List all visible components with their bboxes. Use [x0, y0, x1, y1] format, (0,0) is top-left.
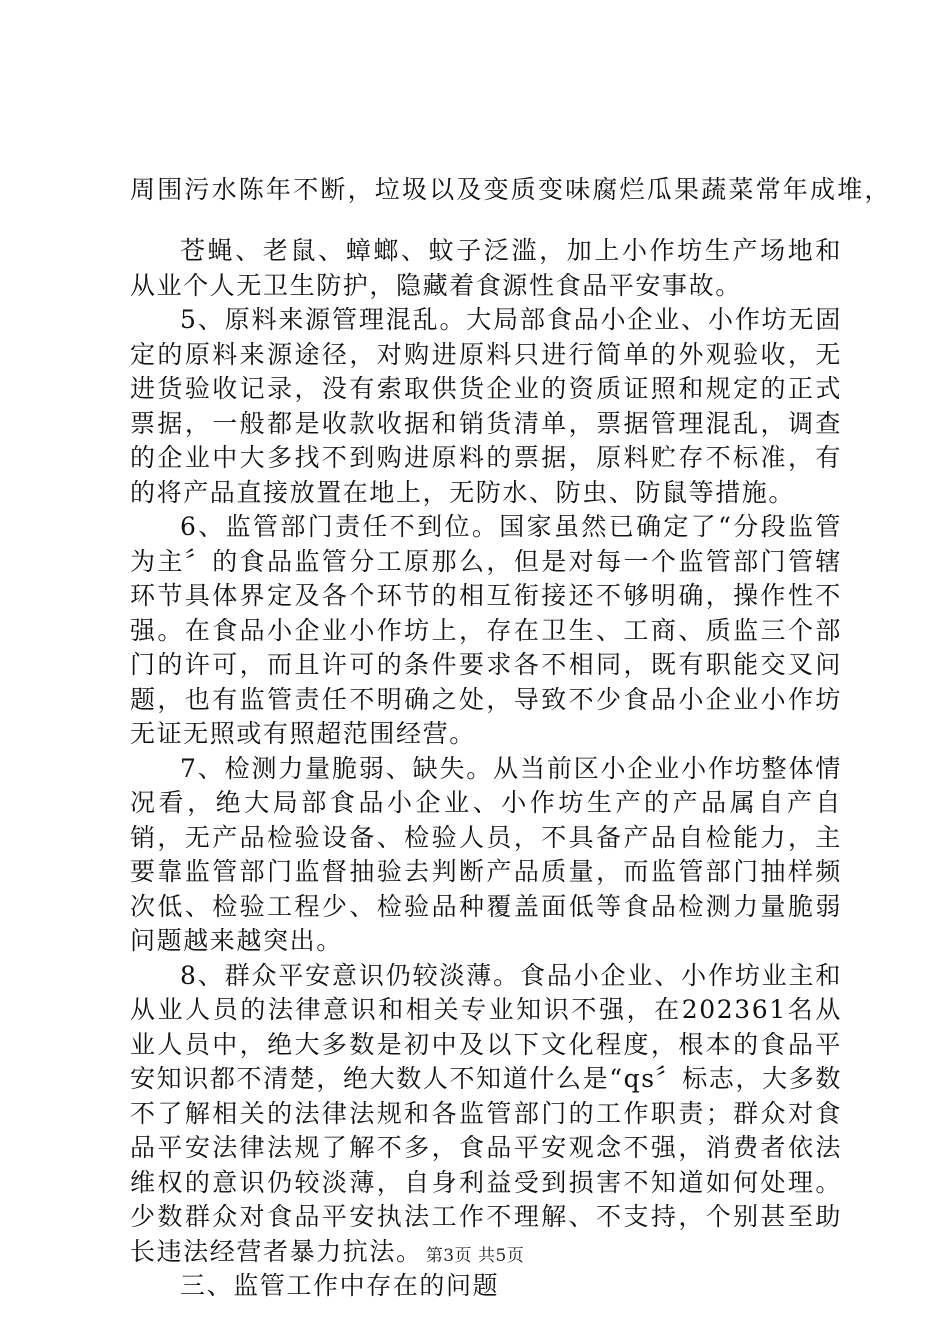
continuation-line: 周围污水陈年不断，垃圾以及变质变味腐烂瓜果蔬菜常年成堆，	[130, 175, 892, 204]
document-body	[130, 234, 842, 1304]
paragraph-6-supervision: 6、监管部门责任不到位。国家虽然已确定了“分段监管为主〞的食品监管分工原那么，但是对每一个监管部门管辖环节具体界定及各个环节的相互衔接还不够明确，操作性不强。在食品小企业小作坊上，存在卫生、工商、质监三个部门的许可，而且许可的条件要求各不相同，既有职能交叉问题，也有监管责任不明确之处，导致不少食品小企业小作坊无证无照或有照超范围经营。	[130, 512, 842, 748]
paragraph-pests: 苍蝇、老鼠、蟑螂、蚊子泛滥，加上小作坊生产场地和从业个人无卫生防护，隐藏着食源性食品平安事故。	[130, 236, 842, 300]
paragraph-8-awareness: 8、群众平安意识仍较淡薄。食品小企业、小作坊业主和从业人员的法律意识和相关专业知识不强，在202361名从业人员中，绝大多数是初中及以下文化程度，根本的食品平安知识都不清楚，绝大数人不知道什么是“qs〞标志，大多数不了解相关的法律法规和各监管部门的工作职责；群众对食品平安法律法规了解不多，食品平安观念不强，消费者依法维权的意识仍较淡薄，自身利益受到损害不知道如何处理。少数群众对食品平安执法工作不理解、不支持，个别甚至助长违法经营者暴力抗法。	[130, 960, 842, 1266]
page-number-footer: 第3页 共5页	[425, 1246, 525, 1266]
paragraph-5-raw-materials: 5、原料来源管理混乱。大局部食品小企业、小作坊无固定的原料来源途径，对购进原料只进行简单的外观验收，无进货验收记录，没有索取供货企业的资质证照和规定的正式票据，一般都是收款收据和销货清单，票据管理混乱，调查的企业中大多找不到购进原料的票据，原料贮存不标准，有的将产品直接放置在地上，无防水、防虫、防鼠等措施。	[130, 305, 842, 507]
paragraph-7-testing: 7、检测力量脆弱、缺失。从当前区小企业小作坊整体情况看，绝大局部食品小企业、小作坊生产的产品属自产自销，无产品检验设备、检验人员，不具备产品自检能力，主要靠监管部门监督抽验去判断产品质量，而监管部门抽样频次低、检验工程少、检验品种覆盖面低等食品检测力量脆弱问题越来越突出。	[130, 753, 842, 955]
section-heading-problems: 三、监管工作中存在的问题	[180, 1271, 500, 1300]
